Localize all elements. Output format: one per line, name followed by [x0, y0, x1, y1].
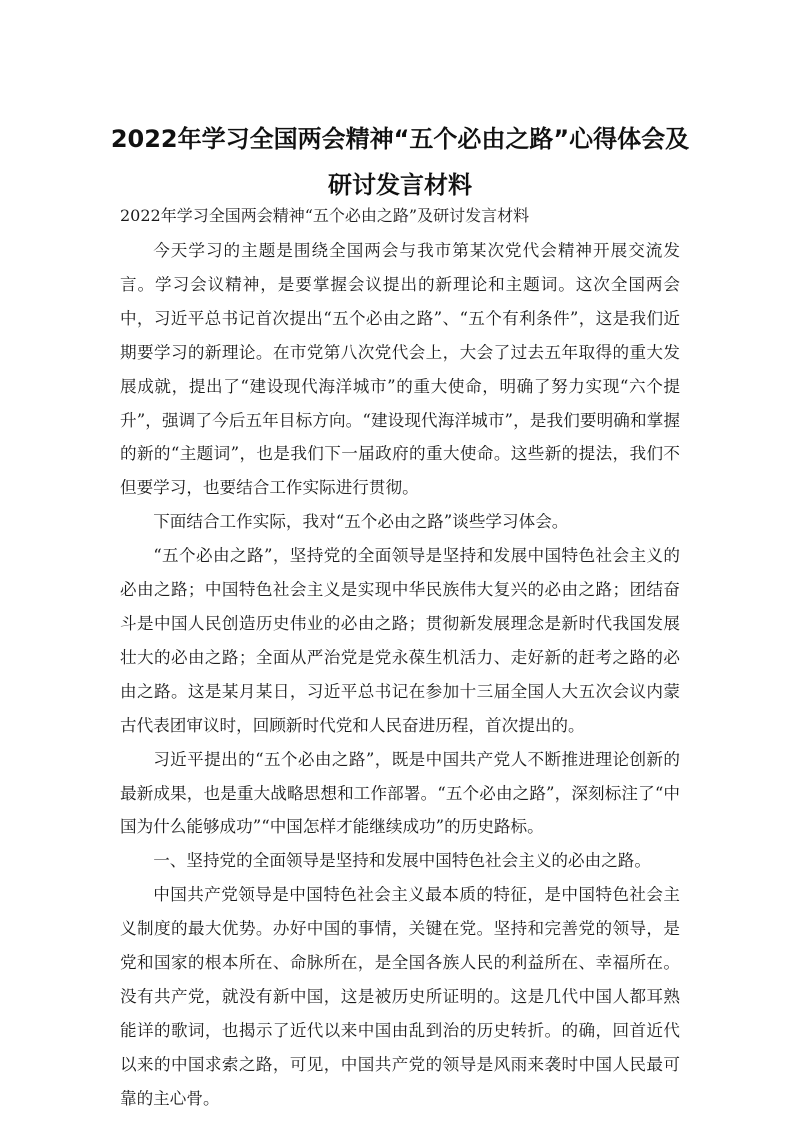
body-paragraph: 习近平提出的“五个必由之路”，既是中国共产党人不断推进理论创新的最新成果，也是重大战略思想和工作部署。“五个必由之路”，深刻标注了“中国为什么能够成功”“中国怎样才能继续成功”的历史路标。 — [120, 749, 680, 837]
section-heading: 一、坚持党的全面领导是坚持和发展中国特色社会主义的必由之路。 — [153, 851, 651, 871]
body-paragraph: 中国共产党领导是中国特色社会主义最本质的特征，是中国特色社会主义制度的最大优势。办好中国的事情，关键在党。坚持和完善党的领导，是党和国家的根本所在、命脉所在，是全国各族人民的利益所在、幸福所在。没有共产党，就没有新中国，这是被历史所证明的。这是几代中国人都耳熟能详的歌词，也揭示了近代以来中国由乱到治的历史转折。的确，回首近代以来的中国求索之路，可见，中国共产党的领导是风雨来袭时中国人民最可靠的主心骨。 — [120, 885, 680, 1108]
body-paragraph: 下面结合工作实际，我对“五个必由之路”谈些学习体会。 — [153, 512, 569, 532]
document-subtitle: 2022年学习全国两会精神“五个必由之路”及研讨发言材料 — [120, 206, 530, 225]
body-paragraph: 今天学习的主题是围绕全国两会与我市第某次党代会精神开展交流发言。学习会议精神，是要掌握会议提出的新理论和主题词。这次全国两会中，习近平总书记首次提出“五个必由之路”、“五个有利条件”，这是我们近期要学习的新理论。在市党第八次党代会上，大会了过去五年取得的重大发展成就，提出了“建设现代海洋城市”的重大使命，明确了努力实现“六个提升”，强调了今后五年目标方向。“建设现代海洋城市”，是我们要明确和掌握的新的“主题词”，也是我们下一届政府的重大使命。这些新的提法，我们不但要学习，也要结合工作实际进行贯彻。 — [120, 241, 680, 498]
document-title: 2022年学习全国两会精神“五个必由之路”心得体会及研讨发言材料 — [110, 125, 690, 199]
body-paragraph: “五个必由之路”，坚持党的全面领导是坚持和发展中国特色社会主义的必由之路；中国特色社会主义是实现中华民族伟大复兴的必由之路；团结奋斗是中国人民创造历史伟业的必由之路；贯彻新发展理念是新时代我国发展壮大的必由之路；全面从严治党是党永葆生机活力、走好新的赶考之路的必由之路。这是某月某日，习近平总书记在参加十三届全国人大五次会议内蒙古代表团审议时，回顾新时代党和人民奋进历程，首次提出的。 — [120, 546, 680, 735]
document-body — [120, 234, 680, 1116]
